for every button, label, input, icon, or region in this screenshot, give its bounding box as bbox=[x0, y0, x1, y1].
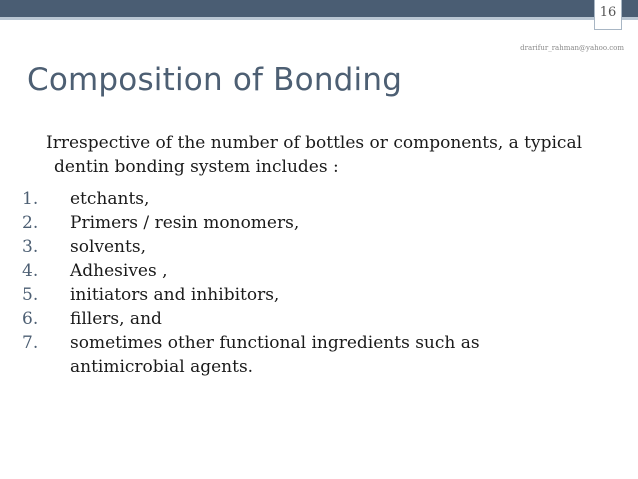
top-bar bbox=[0, 0, 638, 17]
component-list bbox=[22, 187, 610, 379]
list-item-text: fillers, and bbox=[70, 309, 162, 329]
accent-line bbox=[0, 17, 638, 20]
list-item-text: Adhesives , bbox=[70, 261, 168, 281]
list-item bbox=[22, 211, 610, 235]
list-item bbox=[22, 307, 610, 331]
list-number: 1. bbox=[22, 189, 39, 209]
list-item-text: sometimes other functional ingredients such as antimicrobial agents. bbox=[70, 333, 480, 377]
list-number: 5. bbox=[22, 285, 39, 305]
list-item bbox=[22, 259, 610, 283]
list-item bbox=[22, 235, 610, 259]
list-item-text: etchants, bbox=[70, 189, 150, 209]
page-number: 16 bbox=[599, 5, 617, 20]
list-item bbox=[22, 187, 610, 211]
intro-paragraph: Irrespective of the number of bottles or components, a typical dentin bonding system includes : bbox=[46, 133, 583, 177]
list-number: 7. bbox=[22, 333, 39, 353]
slide-title: Composition of Bonding bbox=[27, 62, 403, 98]
list-item-text: Primers / resin monomers, bbox=[70, 213, 300, 233]
author-email: drarifur_rahman@yahoo.com bbox=[520, 44, 624, 52]
list-item-text: initiators and inhibitors, bbox=[70, 285, 280, 305]
list-item bbox=[22, 331, 530, 379]
list-number: 2. bbox=[22, 213, 39, 233]
list-item bbox=[22, 283, 610, 307]
list-item-text: solvents, bbox=[70, 237, 146, 257]
list-number: 6. bbox=[22, 309, 39, 329]
list-number: 3. bbox=[22, 237, 39, 257]
list-number: 4. bbox=[22, 261, 39, 281]
